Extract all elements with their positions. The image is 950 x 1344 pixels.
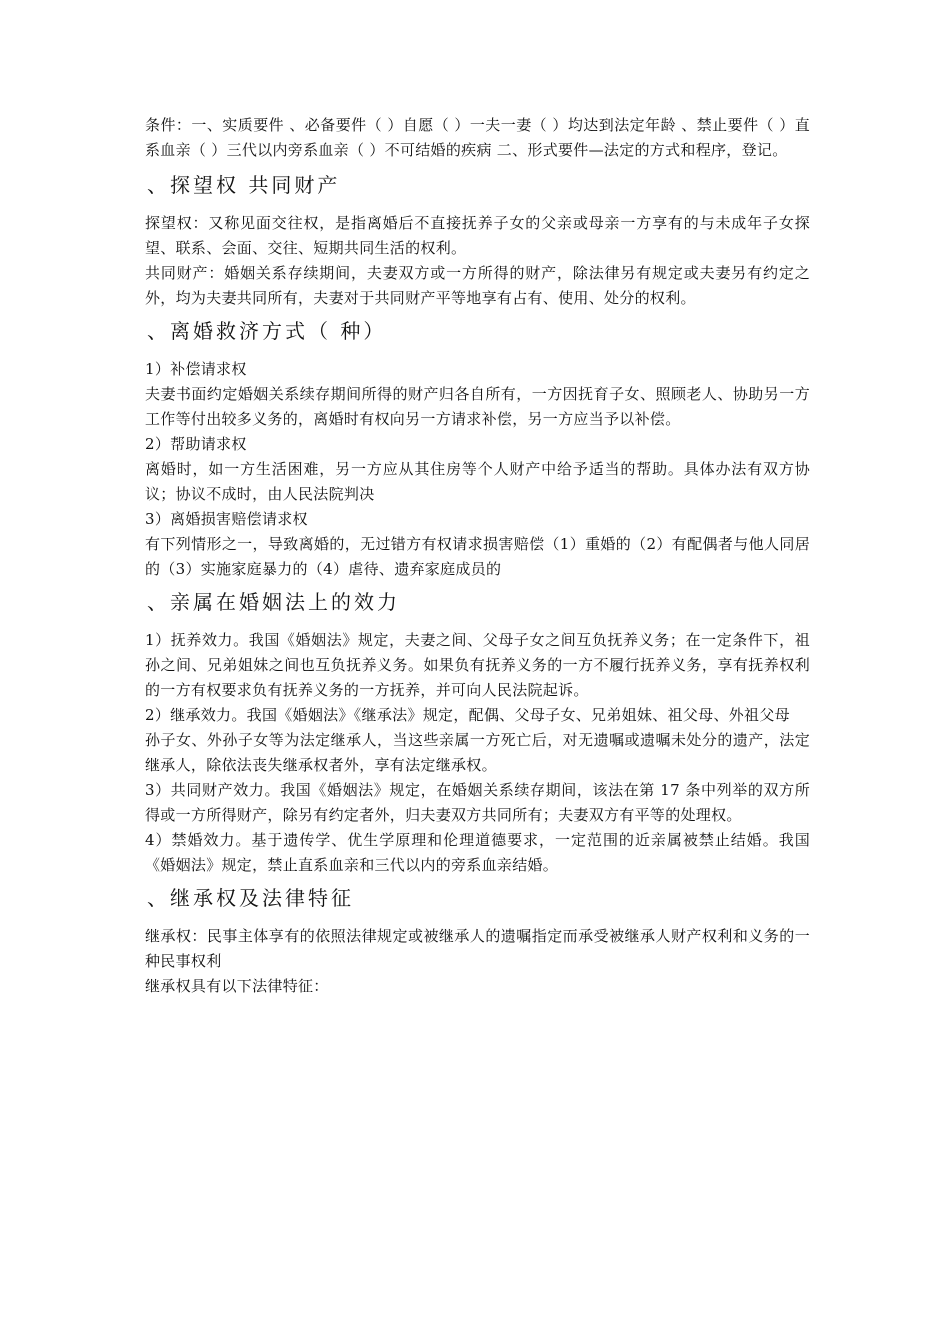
- section-heading-divorce-relief: 、离婚救济方式（ 种）: [147, 319, 387, 343]
- subheading-damages-claim: 3）离婚损害赔偿请求权: [145, 510, 308, 528]
- paragraph-assistance-claim: 离婚时，如一方生活困难，另一方应从其住房等个人财产中给予适当的帮助。具体办法有双方协议；协议不成时，由人民法院判决: [145, 460, 810, 503]
- paragraph-support-effect: 1）抚养效力。我国《婚姻法》规定，夫妻之间、父母子女之间互负抚养义务；在一定条件下，祖孙之间、兄弟姐妹之间也互负抚养义务。如果负有抚养义务的一方不履行抚养义务，享有抚养权利的一方有权要求负有抚养义务的一方抚养，并可向人民法院起诉。: [145, 631, 810, 699]
- paragraph-inheritance-right: 继承权：民事主体享有的依照法律规定或被继承人的遗嘱指定而承受被继承人财产权利和义务的一种民事权利: [145, 927, 810, 970]
- section-heading-kinship-effects: 、亲属在婚姻法上的效力: [147, 590, 400, 614]
- subheading-compensation-claim: 1）补偿请求权: [145, 360, 247, 378]
- paragraph-common-property-effect: 3）共同财产效力。我国《婚姻法》规定，在婚姻关系续存期间，该法在第 17 条中列举的双方所得或一方所得财产，除另有约定者外，归夫妻双方共同所有；夫妻双方有平等的处理权。: [145, 781, 810, 824]
- paragraph-inheritance-effect: 2）继承效力。我国《婚姻法》《继承法》规定，配偶、父母子女、兄弟姐妹、祖父母、外祖父母: [145, 706, 790, 724]
- paragraph-inheritance-features: 继承权具有以下法律特征：: [145, 977, 329, 995]
- section-heading-visitation-property: 、探望权 共同财产: [147, 173, 341, 197]
- intro-paragraph: 条件：一、实质要件 、必备要件（ ）自愿（ ）一夫一妻（ ）均达到法定年龄 、禁止要件（ ）直系血亲（ ）三代以内旁系血亲（ ）不可结婚的疾病 二、形式要件—法定的方式和程序，登记。: [145, 116, 810, 159]
- paragraph-damages-claim: 有下列情形之一，导致离婚的，无过错方有权请求损害赔偿（1）重婚的（2）有配偶者与他人同居的（3）实施家庭暴力的（4）虐待、遗弃家庭成员的: [145, 535, 810, 578]
- paragraph-marriage-prohibition-effect: 4）禁婚效力。基于遗传学、优生学原理和伦理道德要求，一定范围的近亲属被禁止结婚。我国《婚姻法》规定，禁止直系血亲和三代以内的旁系血亲结婚。: [145, 831, 810, 874]
- document-page: [145, 113, 810, 999]
- paragraph-compensation-claim: 夫妻书面约定婚姻关系续存期间所得的财产归各自所有，一方因抚育子女、照顾老人、协助另一方工作等付出较多义务的，离婚时有权向另一方请求补偿，另一方应当予以补偿。: [145, 385, 810, 428]
- section-heading-inheritance-right: 、继承权及法律特征: [147, 886, 354, 910]
- paragraph-visitation: 探望权：又称见面交往权，是指离婚后不直接抚养子女的父亲或母亲一方享有的与未成年子女探望、联系、会面、交往、短期共同生活的权利。: [145, 214, 810, 257]
- subheading-assistance-claim: 2）帮助请求权: [145, 435, 247, 453]
- paragraph-inheritance-effect-cont: 孙子女、外孙子女等为法定继承人，当这些亲属一方死亡后，对无遗嘱或遗嘱未处分的遗产，法定继承人，除依法丧失继承权者外，享有法定继承权。: [145, 731, 810, 774]
- paragraph-common-property: 共同财产：婚姻关系存续期间，夫妻双方或一方所得的财产，除法律另有规定或夫妻另有约定之外，均为夫妻共同所有，夫妻对于共同财产平等地享有占有、使用、处分的权利。: [145, 264, 810, 307]
